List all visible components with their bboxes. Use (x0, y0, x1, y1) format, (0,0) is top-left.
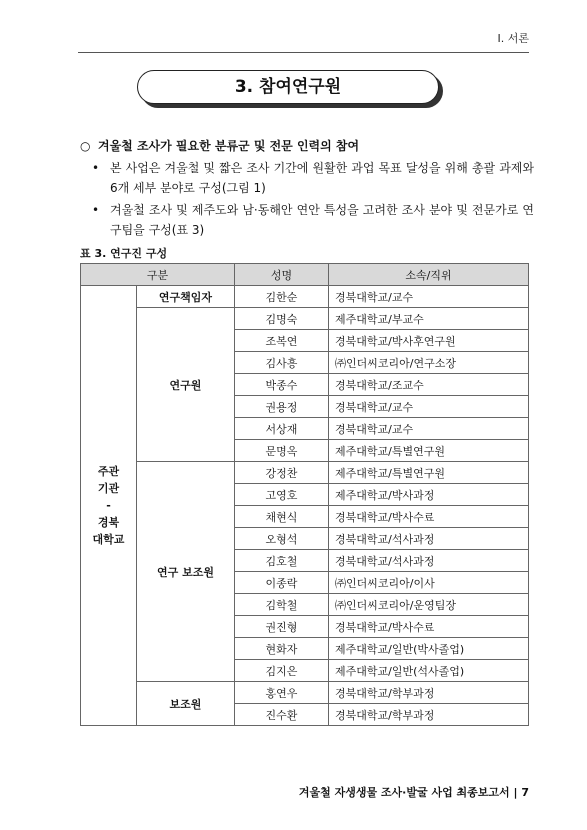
bullet-dot-icon: • (92, 203, 100, 217)
name-cell: 김호철 (235, 550, 329, 572)
list-item-text: 겨울철 조사 및 제주도와 남·동해안 연안 특성을 고려한 조사 분야 및 전문가로 연구팀을 구성(표 3) (110, 203, 534, 237)
name-cell: 강정찬 (235, 462, 329, 484)
affiliation-cell: 경북대학교/교수 (329, 286, 529, 308)
list-item-text: 본 사업은 겨울철 및 짧은 조사 기간에 원활한 과업 목표 달성을 위해 총괄 과제와 6개 세부 분야로 구성(그림 1) (110, 161, 534, 195)
affiliation-cell: 제주대학교/박사과정 (329, 484, 529, 506)
affiliation-cell: ㈜인더씨코리아/연구소장 (329, 352, 529, 374)
section-label: Ⅰ. 서론 (497, 32, 529, 45)
name-cell: 현화자 (235, 638, 329, 660)
name-cell: 채현식 (235, 506, 329, 528)
page-footer: 겨울철 자생생물 조사·발굴 사업 최종보고서 | 7 (298, 786, 529, 799)
name-cell: 오형석 (235, 528, 329, 550)
role-cell: 연구원 (137, 308, 235, 462)
affiliation-cell: ㈜인더씨코리아/이사 (329, 572, 529, 594)
header-name: 성명 (235, 264, 329, 286)
table-row (81, 462, 529, 484)
name-cell: 김지은 (235, 660, 329, 682)
affiliation-cell: 제주대학교/일반(박사졸업) (329, 638, 529, 660)
bullet-list (84, 158, 534, 242)
affiliation-cell: 경북대학교/석사과정 (329, 550, 529, 572)
page-header (78, 30, 529, 53)
name-cell: 김학철 (235, 594, 329, 616)
table-header-row (81, 264, 529, 286)
name-cell: 권진형 (235, 616, 329, 638)
role-cell: 연구책임자 (137, 286, 235, 308)
name-cell: 진수환 (235, 704, 329, 726)
research-team-table (80, 263, 529, 726)
name-cell: 고영호 (235, 484, 329, 506)
affiliation-cell: 제주대학교/특별연구원 (329, 440, 529, 462)
name-cell: 문명옥 (235, 440, 329, 462)
affiliation-cell: 경북대학교/교수 (329, 396, 529, 418)
list-item (84, 200, 534, 240)
affiliation-cell: 경북대학교/박사수료 (329, 616, 529, 638)
table-caption: 표 3. 연구진 구성 (80, 247, 168, 260)
role-cell: 보조원 (137, 682, 235, 726)
heading-text: 겨울철 조사가 필요한 분류군 및 전문 인력의 참여 (98, 139, 360, 153)
list-item (84, 158, 534, 198)
heading (80, 137, 359, 154)
header-category: 구분 (81, 264, 235, 286)
affiliation-cell: 제주대학교/특별연구원 (329, 462, 529, 484)
affiliation-cell: 제주대학교/일반(석사졸업) (329, 660, 529, 682)
table-row (81, 286, 529, 308)
header-affiliation: 소속/직위 (329, 264, 529, 286)
affiliation-cell: 경북대학교/박사수료 (329, 506, 529, 528)
circle-bullet-icon: ○ (80, 139, 91, 153)
table-body (81, 286, 529, 726)
role-cell: 연구 보조원 (137, 462, 235, 682)
name-cell: 김한순 (235, 286, 329, 308)
affiliation-cell: 제주대학교/부교수 (329, 308, 529, 330)
affiliation-cell: ㈜인더씨코리아/운영팀장 (329, 594, 529, 616)
name-cell: 박종수 (235, 374, 329, 396)
table-row (81, 308, 529, 330)
name-cell: 서상재 (235, 418, 329, 440)
bullet-dot-icon: • (92, 161, 100, 175)
affiliation-cell: 경북대학교/교수 (329, 418, 529, 440)
table-row (81, 682, 529, 704)
affiliation-cell: 경북대학교/조교수 (329, 374, 529, 396)
affiliation-cell: 경북대학교/석사과정 (329, 528, 529, 550)
name-cell: 홍연우 (235, 682, 329, 704)
name-cell: 김명숙 (235, 308, 329, 330)
section-title: 3. 참여연구원 (137, 70, 439, 104)
organization-cell: 주관 기관 - 경북 대학교 (81, 286, 137, 726)
name-cell: 이종락 (235, 572, 329, 594)
name-cell: 권용정 (235, 396, 329, 418)
name-cell: 김사흥 (235, 352, 329, 374)
affiliation-cell: 경북대학교/학부과정 (329, 682, 529, 704)
name-cell: 조복연 (235, 330, 329, 352)
affiliation-cell: 경북대학교/학부과정 (329, 704, 529, 726)
affiliation-cell: 경북대학교/박사후연구원 (329, 330, 529, 352)
